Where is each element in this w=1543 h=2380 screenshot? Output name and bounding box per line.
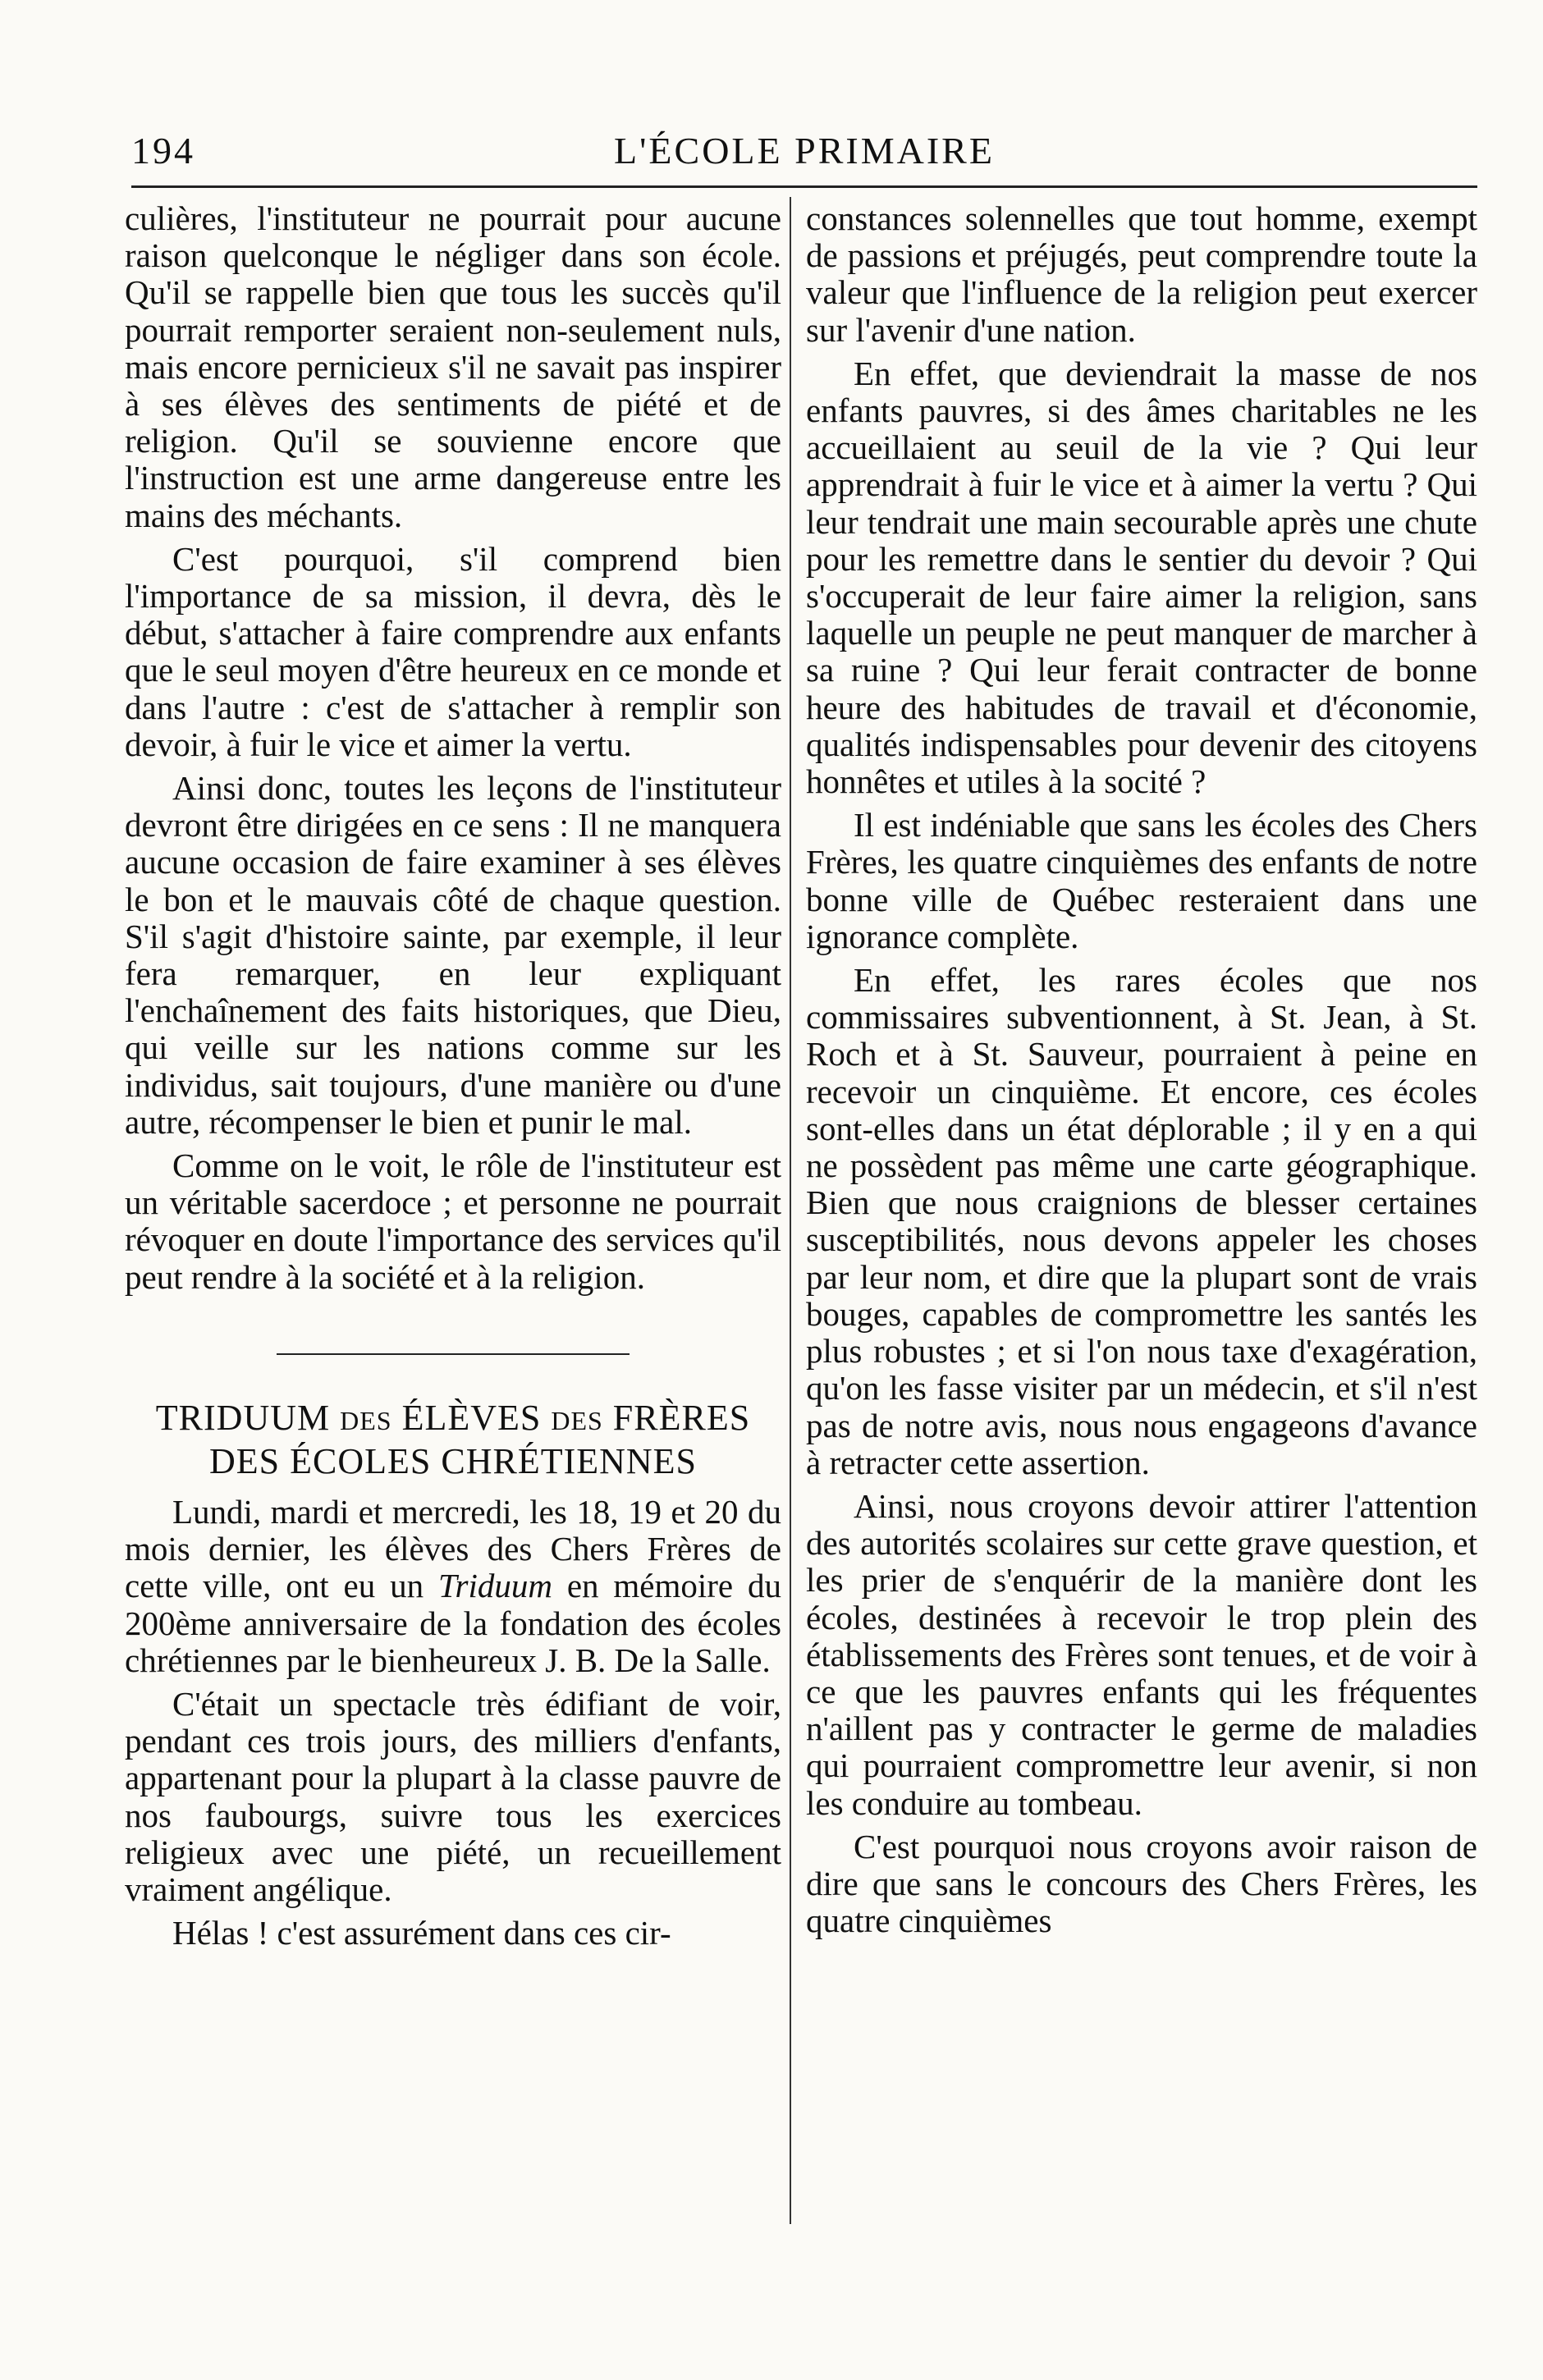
text-run: en mémoire du 200ème anniversaire de la fondation des écoles chrétiennes par le bienheureux J. B. De la Salle. bbox=[125, 1567, 781, 1679]
section-title bbox=[125, 1398, 781, 1482]
page-number: 194 bbox=[131, 130, 195, 172]
paragraph: C'est pourquoi nous croyons avoir raison de dire que sans le concours des Chers Frères, les quatre cinquièmes bbox=[806, 1827, 1477, 1940]
page-header bbox=[131, 115, 1477, 172]
paragraph bbox=[125, 1494, 781, 1679]
paragraph: Hélas ! c'est assurément dans ces cir- bbox=[172, 1914, 671, 1952]
text-run: Lundi, mardi et mercredi, les 18, 19 et 20 du mois dernier, les élèves des Chers Frères de cette ville, ont eu un bbox=[125, 1492, 781, 1605]
paragraph: C'était un spectacle très édifiant de voir, pendant ces trois jours, des milliers d'enfants, appartenant pour la plupart à la classe pauvre de nos faubourgs, suivre tous les exercices religieux avec une piété, un recueillement vraiment angélique. bbox=[125, 1684, 781, 1908]
header-rule bbox=[131, 185, 1477, 188]
title-word: FRÈRES bbox=[612, 1397, 751, 1438]
title-word: DES bbox=[340, 1405, 392, 1435]
paragraph: culières, l'instituteur ne pourrait pour aucune raison quelconque le négliger dans son école. Qu'il se rappelle bien que tous les succès qu'il pourrait remporter seraient non-seulement nuls, mais encore pernicieux s'il ne savait pas inspirer à ses élèves des sentiments de piété et de religion. Qu'il se souvienne encore que l'instruction est une arme dangereuse entre les mains des méchants. bbox=[125, 200, 781, 534]
title-word: ÉLÈVES bbox=[401, 1397, 542, 1438]
paragraph: constances solennelles que tout homme, exempt de passions et préjugés, peut comprendre toute la valeur que l'influence de la religion peut exercer sur l'avenir d'une nation. bbox=[806, 200, 1477, 349]
paragraph: Ainsi, nous croyons devoir attirer l'attention des autorités scolaires sur cette grave question, et les prier de s'enquérir de la manière dont les écoles, destinées à recevoir le trop plein des établissements des Frères sont tenues, et de voir à ce que les pauvres enfants qui les fréquentes n'aillent pas y contracter le germe de maladies qui pourraient compromettre leur avenir, si non les conduire au tombeau. bbox=[806, 1486, 1477, 1822]
paragraph: C'est pourquoi, s'il comprend bien l'importance de sa mission, il devra, dès le début, s'attacher à faire comprendre aux enfants que le seul moyen d'être heureux en ce monde et dans l'autre : c'est de s'attacher à remplir son devoir, à fuir le vice et aimer la vertu. bbox=[125, 539, 781, 763]
title-word: TRIDUUM bbox=[155, 1397, 331, 1438]
right-column bbox=[806, 200, 1477, 2252]
running-title: L'ÉCOLE PRIMAIRE bbox=[614, 130, 995, 172]
paragraph: En effet, que deviendrait la masse de nos enfants pauvres, si des âmes charitables ne les accueillaient au seuil de la vie ? Qui leur apprendrait à fuir le vice et à aimer la vertu ? Qui leur tendrait une main secourable après une chute pour les remettre dans le sentier du devoir ? Qui s'occuperait de leur faire aimer la religion, sans laquelle un peuple ne peut manquer de marcher à sa ruine ? Qui leur ferait contracter de bonne heure des habitudes de travail et d'économie, qualités indispensables pour devenir des citoyens honnêtes et utiles à la socité ? bbox=[806, 354, 1477, 801]
title-word: DES bbox=[551, 1405, 603, 1435]
title-line-2: DES ÉCOLES CHRÉTIENNES bbox=[209, 1440, 697, 1481]
paragraph: Comme on le voit, le rôle de l'instituteur est un véritable sacerdoce ; et personne ne pourrait révoquer en doute l'importance des services qu'il peut rendre à la société et à la religion. bbox=[125, 1147, 781, 1296]
italic-term: Triduum bbox=[437, 1567, 552, 1605]
left-column bbox=[125, 200, 781, 2252]
paragraph: En effet, les rares écoles que nos commissaires subventionnent, à St. Jean, à St. Roch et à St. Sauveur, pourraient à peine en recevoir un cinquième. Et encore, ces écoles sont-elles dans un état déplorable ; il y en a qui ne possèdent pas même une carte géographique. Bien que nous craignions de blesser certaines susceptibilités, nous devons appeler les choses par leur nom, et dire que la plupart sont de vrais bouges, capables de compromettre les santés les plus robustes ; et si l'on nous taxe d'exagération, qu'on les fasse visiter par un médecin, et s'il n'est pas de notre avis, nous nous engageons d'avance à retracter cette assertion. bbox=[806, 961, 1477, 1481]
paragraph: Ainsi donc, toutes les leçons de l'instituteur devront être dirigées en ce sens : Il ne manquera aucune occasion de faire examiner à ses élèves le bon et le mauvais côté de chaque question. S'il s'agit d'histoire sainte, par exemple, il leur fera remarquer, en leur expliquant l'enchaînement des faits historiques, que Dieu, qui veille sur les nations comme sur les individus, sait toujours, d'une manière ou d'une autre, récompenser le bien et punir le mal. bbox=[125, 769, 781, 1141]
section-divider bbox=[277, 1353, 630, 1355]
column-divider bbox=[790, 197, 791, 2224]
paragraph: Il est indéniable que sans les écoles des Chers Frères, les quatre cinquièmes des enfants de notre bonne ville de Québec resteraient dans une ignorance complète. bbox=[806, 806, 1477, 955]
